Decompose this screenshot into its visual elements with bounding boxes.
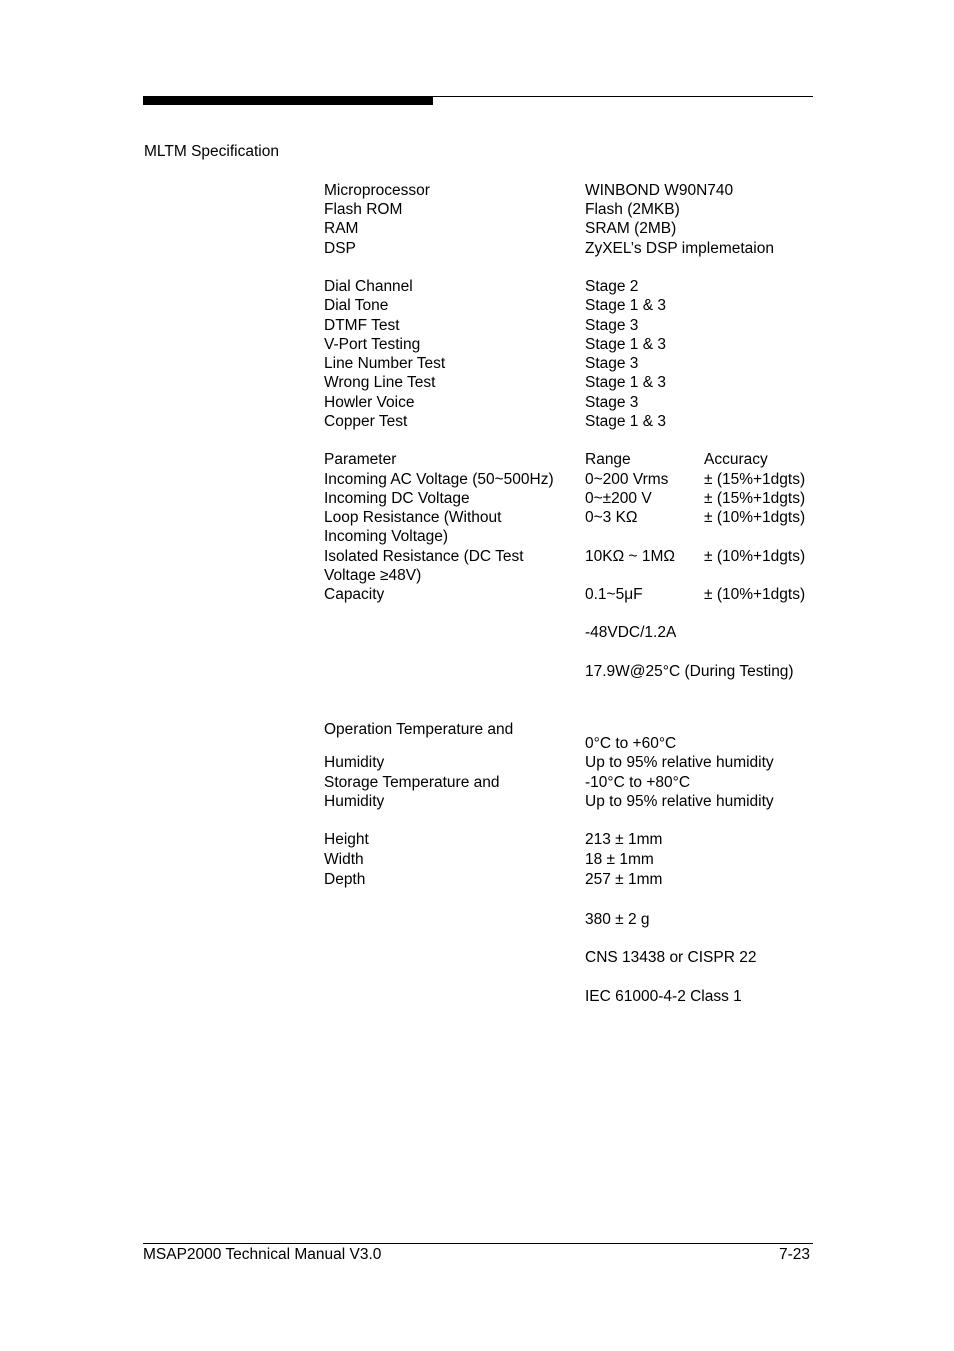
measure-param: Isolated Resistance (DC Test (324, 548, 524, 565)
test-label: Line Number Test (324, 355, 446, 372)
measure-range: 0~3 KΩ (585, 509, 638, 526)
test-label: Wrong Line Test (324, 374, 436, 391)
hw-value: WINBOND W90N740 (585, 182, 734, 199)
esd-value: IEC 61000-4-2 Class 1 (585, 988, 742, 1005)
test-value: Stage 1 & 3 (585, 413, 667, 430)
test-value: Stage 1 & 3 (585, 336, 667, 353)
dim-value: 257 ± 1mm (585, 871, 663, 888)
header-rule-thin (433, 96, 813, 97)
measure-param-cont: Incoming Voltage) (324, 528, 449, 545)
measure-range: 0~200 Vrms (585, 471, 669, 488)
section-title: MLTM Specification (144, 143, 279, 160)
power-consumption: 17.9W@25°C (During Testing) (585, 663, 794, 680)
dim-label: Depth (324, 871, 366, 888)
footer-rule (143, 1243, 813, 1244)
test-label: Copper Test (324, 413, 408, 430)
weight-value: 380 ± 2 g (585, 911, 650, 928)
hw-label: Flash ROM (324, 201, 403, 218)
env-st-label-cont: Humidity (324, 793, 385, 810)
measure-range: 0~±200 V (585, 490, 652, 507)
dim-label: Width (324, 851, 364, 868)
dim-value: 18 ± 1mm (585, 851, 654, 868)
test-value: Stage 2 (585, 278, 639, 295)
test-label: Howler Voice (324, 394, 415, 411)
hw-value: SRAM (2MB) (585, 220, 677, 237)
power-input: -48VDC/1.2A (585, 624, 677, 641)
test-label: DTMF Test (324, 317, 400, 334)
measure-header-range: Range (585, 451, 631, 468)
env-op-label: Operation Temperature and (324, 721, 514, 738)
measure-param-cont: Voltage ≥48V) (324, 567, 422, 584)
env-op-humidity: Up to 95% relative humidity (585, 754, 774, 771)
dim-label: Height (324, 831, 369, 848)
hw-value: ZyXEL’s DSP implemetaion (585, 240, 774, 257)
header-rule-thick (143, 96, 433, 105)
test-value: Stage 3 (585, 355, 639, 372)
page-number: 7-23 (778, 1246, 810, 1263)
hw-label: RAM (324, 220, 359, 237)
env-st-temp: -10°C to +80°C (585, 774, 691, 791)
measure-range: 0.1~5μF (585, 586, 643, 603)
measure-param: Loop Resistance (Without (324, 509, 502, 526)
hw-label: Microprocessor (324, 182, 430, 199)
measure-header-accuracy: Accuracy (704, 451, 768, 468)
test-label: V-Port Testing (324, 336, 421, 353)
dim-value: 213 ± 1mm (585, 831, 663, 848)
test-label: Dial Channel (324, 278, 413, 295)
test-value: Stage 3 (585, 317, 639, 334)
hw-label: DSP (324, 240, 356, 257)
env-st-humidity: Up to 95% relative humidity (585, 793, 774, 810)
env-st-label: Storage Temperature and (324, 774, 500, 791)
env-op-temp: 0°C to +60°C (585, 735, 677, 752)
test-value: Stage 3 (585, 394, 639, 411)
test-label: Dial Tone (324, 297, 389, 314)
env-op-label-cont: Humidity (324, 754, 385, 771)
measure-accuracy: ± (15%+1dgts) (704, 471, 806, 488)
emc-value: CNS 13438 or CISPR 22 (585, 949, 757, 966)
measure-param: Capacity (324, 586, 385, 603)
footer-title: MSAP2000 Technical Manual V3.0 (143, 1246, 382, 1263)
measure-accuracy: ± (10%+1dgts) (704, 586, 806, 603)
measure-accuracy: ± (10%+1dgts) (704, 548, 806, 565)
measure-param: Incoming AC Voltage (50~500Hz) (324, 471, 554, 488)
measure-range: 10KΩ ~ 1MΩ (585, 548, 675, 565)
hw-value: Flash (2MKB) (585, 201, 680, 218)
measure-param: Incoming DC Voltage (324, 490, 470, 507)
measure-header-param: Parameter (324, 451, 397, 468)
measure-accuracy: ± (15%+1dgts) (704, 490, 806, 507)
test-value: Stage 1 & 3 (585, 374, 667, 391)
measure-accuracy: ± (10%+1dgts) (704, 509, 806, 526)
test-value: Stage 1 & 3 (585, 297, 667, 314)
